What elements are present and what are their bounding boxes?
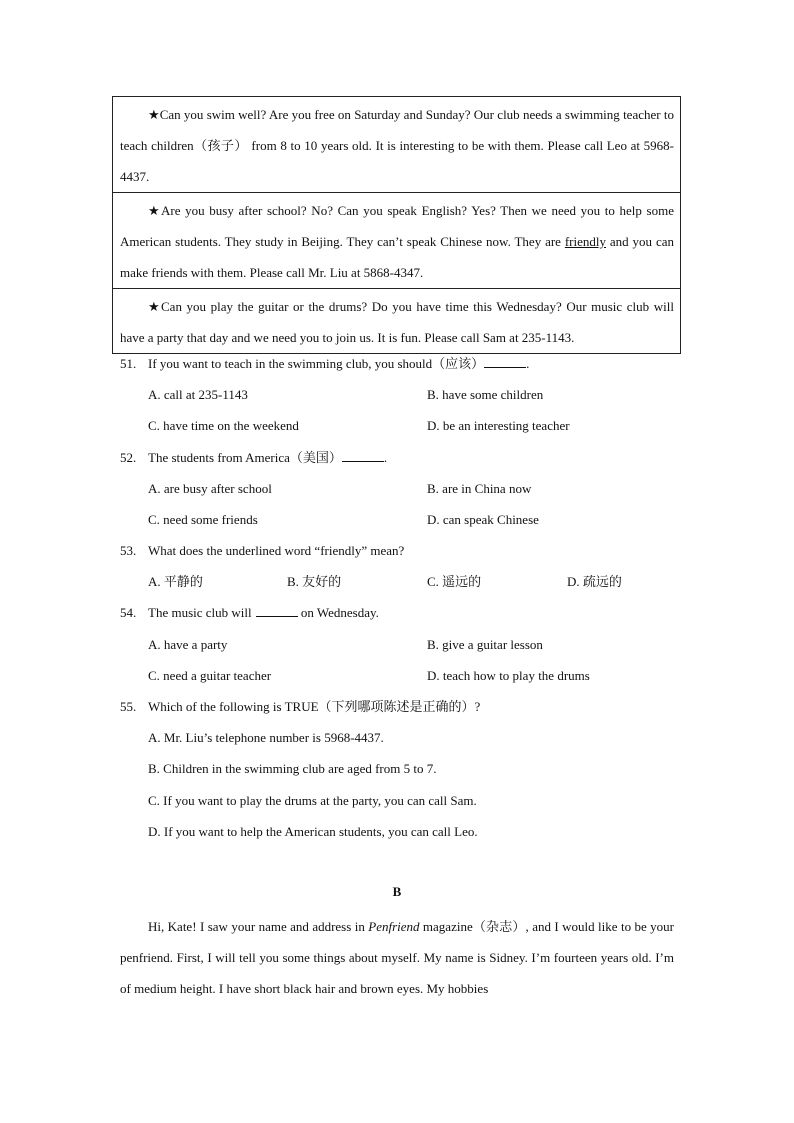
ad-text: ★Are you busy after school? No? Can you speak English? Yes? Then we need you to help some American students. They study in Beijing. They can’t speak Chinese now. They are [120,203,674,249]
option: B. 友好的 [287,574,342,589]
option: C. If you want to play the drums at the party, you can call Sam. [148,793,477,808]
question-number: 51. [120,356,137,371]
question-number: 54. [120,605,137,620]
question-stem-end: . [526,356,530,371]
ad-text: ★Can you swim well? Are you free on Saturday and Sunday? Our club needs a swimming teacher to teach children（孩子） from 8 to 10 years old. It is interesting to be with them. Please call Leo at 5968-4437. [120,107,674,184]
underlined-word: friendly [564,234,606,249]
question-stem: What does the underlined word “friendly” mean? [148,543,405,558]
option: D. teach how to play the drums [427,668,590,683]
question-number: 55. [120,699,137,714]
passage-text: magazine（杂志）, and I would like to be your penfriend. First, I will tell you some things about myself. My name is Sidney. I’m fourteen years old. I’m of medium height. I have short black hair and brown eyes. My hobbies [120,919,675,996]
option: B. give a guitar lesson [427,637,543,652]
option: A. call at 235-1143 [148,387,248,402]
option: D. can speak Chinese [427,512,539,527]
question-stem: If you want to teach in the swimming club, you should（应该） [148,356,485,371]
question-53 [120,541,680,561]
ad-text: ★Can you play the guitar or the drums? Do you have time this Wednesday? Our music club will have a party that day and we need you to join us. It is fun. Please call Sam at 235-1143. [120,299,674,345]
option: A. 平静的 [148,574,203,589]
option: C. need some friends [148,512,258,527]
question-number: 52. [120,450,137,465]
question-54 [120,603,680,623]
question-stem: Which of the following is TRUE（下列哪项陈述是正确的）? [148,699,481,714]
magazine-title: Penfriend [368,919,420,934]
option: B. Children in the swimming club are aged from 5 to 7. [148,761,437,776]
option: A. have a party [148,637,228,652]
section-title: B [392,884,402,899]
ad-swimming [113,97,680,193]
question-stem: The music club will [148,605,252,620]
ad-music [113,289,680,353]
question-stem-end: on Wednesday. [297,605,379,620]
option: C. have time on the weekend [148,418,299,433]
question-55 [120,697,680,717]
ad-english [113,193,680,289]
option: D. If you want to help the American students, you can call Leo. [148,824,478,839]
option: A. are busy after school [148,481,272,496]
passage-text: Hi, Kate! I saw your name and address in [148,919,369,934]
answer-blank [342,449,384,462]
answer-blank [256,604,298,617]
option: B. are in China now [427,481,532,496]
option: D. 疏远的 [567,574,622,589]
option: D. be an interesting teacher [427,418,570,433]
option: C. 遥远的 [427,574,482,589]
question-51 [120,354,680,374]
question-stem: The students from America（美国） [148,450,342,465]
answer-blank [484,355,526,368]
section-b-passage [120,911,674,1004]
question-number: 53. [120,543,137,558]
option: B. have some children [427,387,544,402]
ads-table [112,96,681,354]
question-52 [120,448,680,468]
question-stem-end: . [383,450,388,465]
option: A. Mr. Liu’s telephone number is 5968-4437. [148,730,384,745]
ad-text: and you can make friends with them. Please call Mr. Liu at 5868-4347. [120,234,674,280]
option: C. need a guitar teacher [148,668,272,683]
